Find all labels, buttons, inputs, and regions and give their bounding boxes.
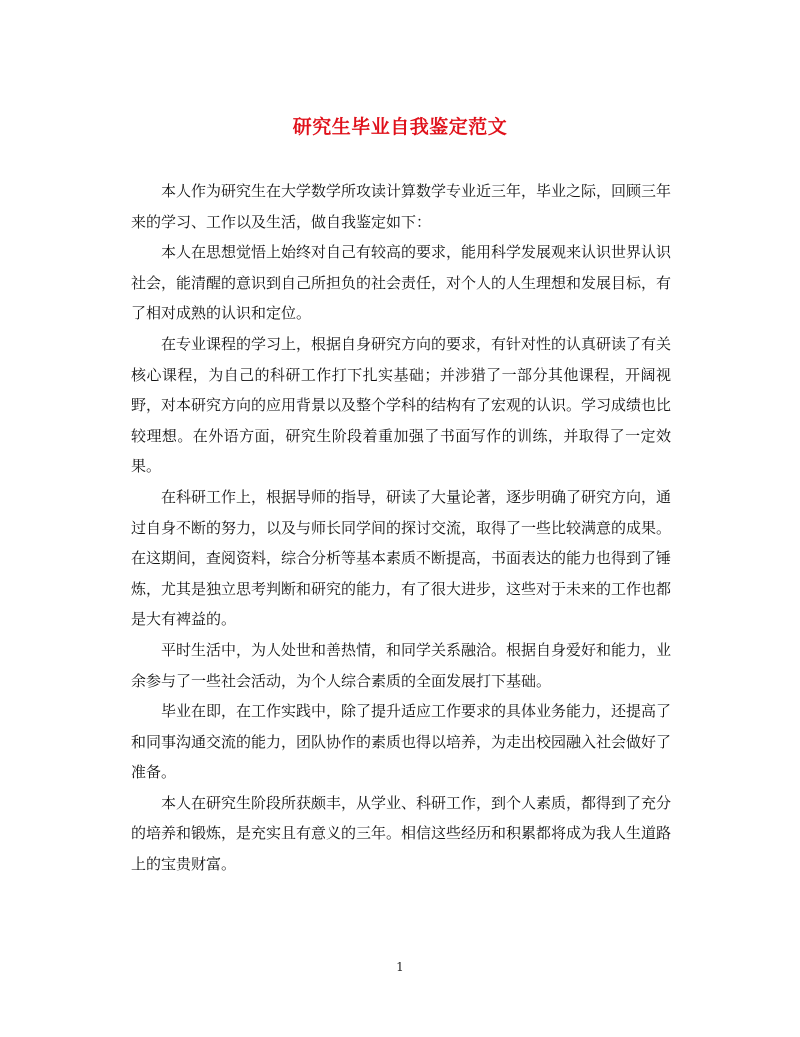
document-title: 研究生毕业自我鉴定范文	[292, 116, 508, 138]
page-number: 1	[396, 960, 404, 974]
paragraph-research: 在科研工作上，根据导师的指导，研读了大量论著，逐步明确了研究方向，通过自身不断的努力，以及与师长同学间的探讨交流，取得了一些比较满意的成果。在这期间，查阅资料，综合分析等基本素质不断提高，书面表达的能力也得到了锤炼，尤其是独立思考判断和研究的能力，有了很大进步，这些对于未来的工作也都是大有裨益的。	[131, 487, 672, 629]
paragraph-conclusion: 本人在研究生阶段所获颇丰，从学业、科研工作，到个人素质，都得到了充分的培养和锻炼，是充实且有意义的三年。相信这些经历和积累都将成为我人生道路上的宝贵财富。	[131, 793, 672, 874]
paragraph-coursework: 在专业课程的学习上，根据自身研究方向的要求，有针对性的认真研读了有关核心课程，为自己的科研工作打下扎实基础；并涉猎了一部分其他课程，开阔视野，对本研究方向的应用背景以及整个学科的结构有了宏观的认识。学习成绩也比较理想。在外语方面，研究生阶段着重加强了书面写作的训练，并取得了一定效果。	[131, 334, 672, 476]
paragraph-intro: 本人作为研究生在大学数学所攻读计算数学专业近三年，毕业之际，回顾三年来的学习、工作以及生活，做自我鉴定如下：	[131, 182, 672, 231]
paragraph-work-practice: 毕业在即，在工作实践中，除了提升适应工作要求的具体业务能力，还提高了和同事沟通交流的能力，团队协作的素质也得以培养，为走出校园融入社会做好了准备。	[131, 702, 672, 782]
paragraph-ideology: 本人在思想觉悟上始终对自己有较高的要求，能用科学发展观来认识世界认识社会，能清醒的意识到自己所担负的社会责任，对个人的人生理想和发展目标，有了相对成熟的认识和定位。	[131, 243, 672, 323]
document-body	[131, 176, 671, 880]
paragraph-daily-life: 平时生活中，为人处世和善热情，和同学关系融洽。根据自身爱好和能力，业余参与了一些社会活动，为个人综合素质的全面发展打下基础。	[131, 640, 672, 690]
